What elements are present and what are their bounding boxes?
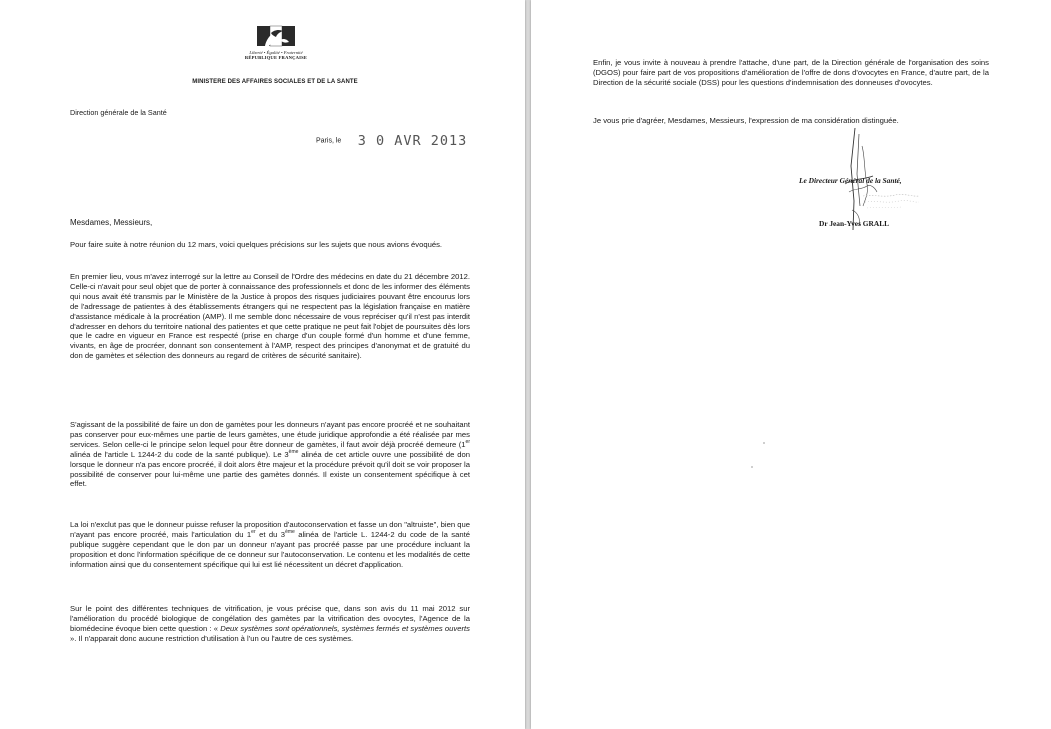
paragraph-5: [70, 604, 470, 644]
paragraph-closing-2: Je vous prie d'agréer, Mesdames, Messieurs, l'expression de ma considération distinguée.: [593, 116, 899, 125]
paragraph-1: Pour faire suite à notre réunion du 12 mars, voici quelques précisions sur les sujets que nous avions évoqués.: [70, 240, 443, 249]
letter-page-2: [531, 0, 1051, 729]
paragraph-4-part-b: et du 3: [255, 529, 286, 539]
date-place: Paris, le: [316, 137, 342, 145]
paragraph-5-quote: Deux systèmes sont opérationnels, systèmes fermés et systèmes ouverts: [220, 623, 470, 633]
marianne-icon: [251, 24, 301, 50]
letterhead-motto: Liberté • Égalité • Fraternité: [249, 50, 303, 55]
paragraph-3-part-c: alinéa de cet article ouvre une possibilité de don lorsque le donneur n'a pas encore procréé, il doit alors être majeur et la procédure prévoit qu'il doit se voir proposer la possibilité de conserver pour lui-même une partie des gamètes donnés. Il existe un consentement spécifique à cet effet.: [70, 449, 471, 489]
paragraph-4-part-c: alinéa de l'article L. 1244-2 du code de la santé publique suggère cependant que le don par un donneur n'ayant pas procréé passe par une procédure incluant la proposition et donc l'information spécifique de ce donneur sur l'autoconservation. Le contenu et les modalités de cette information ainsi que du consentement spécifique qui lui est lié nécessitent un décret d'application.: [70, 529, 470, 569]
paragraph-4-part-a: La loi n'exclut pas que le donneur puisse refuser la proposition d'autoconservation et fasse un don "altruiste", bien que n'ayant pas encore procréé, mais l'articulation du 1: [70, 520, 470, 539]
paragraph-3: [70, 420, 470, 489]
scan-speck: [751, 466, 753, 468]
date-stamp: 3 0 AVR 2013: [357, 132, 468, 149]
paragraph-5-part-b: ». Il n'apparait donc aucune restriction d'utilisation à l'un ou l'autre de ces systèmes.: [70, 633, 354, 643]
superscript-er: er: [465, 438, 470, 445]
letter-page-1: [0, 0, 525, 729]
ministry-name: MINISTERE DES AFFAIRES SOCIALES ET DE LA SANTE: [192, 79, 358, 85]
signature-title: Le Directeur Général de la Santé,: [799, 176, 902, 185]
paragraph-4: [70, 520, 470, 570]
salutation: Mesdames, Messieurs,: [70, 218, 153, 227]
paragraph-2: En premier lieu, vous m'avez interrogé sur la lettre au Conseil de l'Ordre des médecins en date du 21 décembre 2012. Celle-ci n'avait pour seul objet que de porter à connaissance des professionnels et donc de les informer des éléments qui nous avait été transmis par le Ministère de la Justice à propos des risques judiciaires pouvant être encourus lors de l'adressage de patientes à des établissements étrangers qui ne respectent pas la législation française en matière d'assistance médicale à la procréation (AMP). Il me semble donc nécessaire de vous repréciser qu'il n'est pas interdit d'adresser en dehors du territoire national des patientes et que cette pratique ne peut fait l'objet de poursuites dès lors que le cadre en vigueur en France est respecté (prise en charge d'un couple formé d'un homme et d'une femme, vivants, en âge de procréer, donnant son consentement à l'AMP, respect des principes d'anonymat et de gratuité du don de gamètes et sélection des donneurs au regard de critères de sécurité sanitaire).: [70, 272, 470, 361]
marianne-logo: [244, 24, 308, 62]
paragraph-5-part-a: Sur le point des différentes techniques de vitrification, je vous précise que, dans son avis du 11 mai 2012 sur l'amélioration du procédé biologique de congélation des gamètes par la vitrification des ovocytes, l'Agence de la biomédecine évoque bien cette question : «: [70, 604, 470, 633]
letterhead-republic: RÉPUBLIQUE FRANÇAISE: [244, 55, 308, 60]
faded-stamp: [861, 190, 921, 212]
signature-name: Dr Jean-Yves GRALL: [819, 219, 890, 228]
paragraph-3-part-a: S'agissant de la possibilité de faire un don de gamètes pour les donneurs n'ayant pas encore procréé et ne souhaitant pas conserver pour eux-mêmes une partie de leurs gamètes, une étude juridique approfondie a été réalisée par mes services. Selon celle-ci le principe selon lequel pour être donneur de gamètes, il faut avoir déjà procréé demeure (1: [70, 420, 470, 449]
superscript-eme: ème: [288, 448, 299, 455]
superscript-eme: ème: [285, 528, 295, 535]
scan-speck: [763, 442, 765, 444]
superscript-er: er: [251, 528, 256, 535]
department-name: Direction générale de la Santé: [70, 108, 167, 117]
date-line: [316, 132, 467, 150]
paragraph-closing-1: Enfin, je vous invite à nouveau à prendre l'attache, d'une part, de la Direction générale de l'organisation des soins (DGOS) pour faire part de vos propositions d'amélioration de l'offre de dons d'ovocytes en France, d'autre part, de la Direction de la sécurité sociale (DSS) pour les questions d'indemnisation des donneuses d'ovocytes.: [593, 58, 989, 87]
paragraph-3-part-b: alinéa de l'article L 1244-2 du code de la santé publique). Le 3: [70, 449, 289, 459]
